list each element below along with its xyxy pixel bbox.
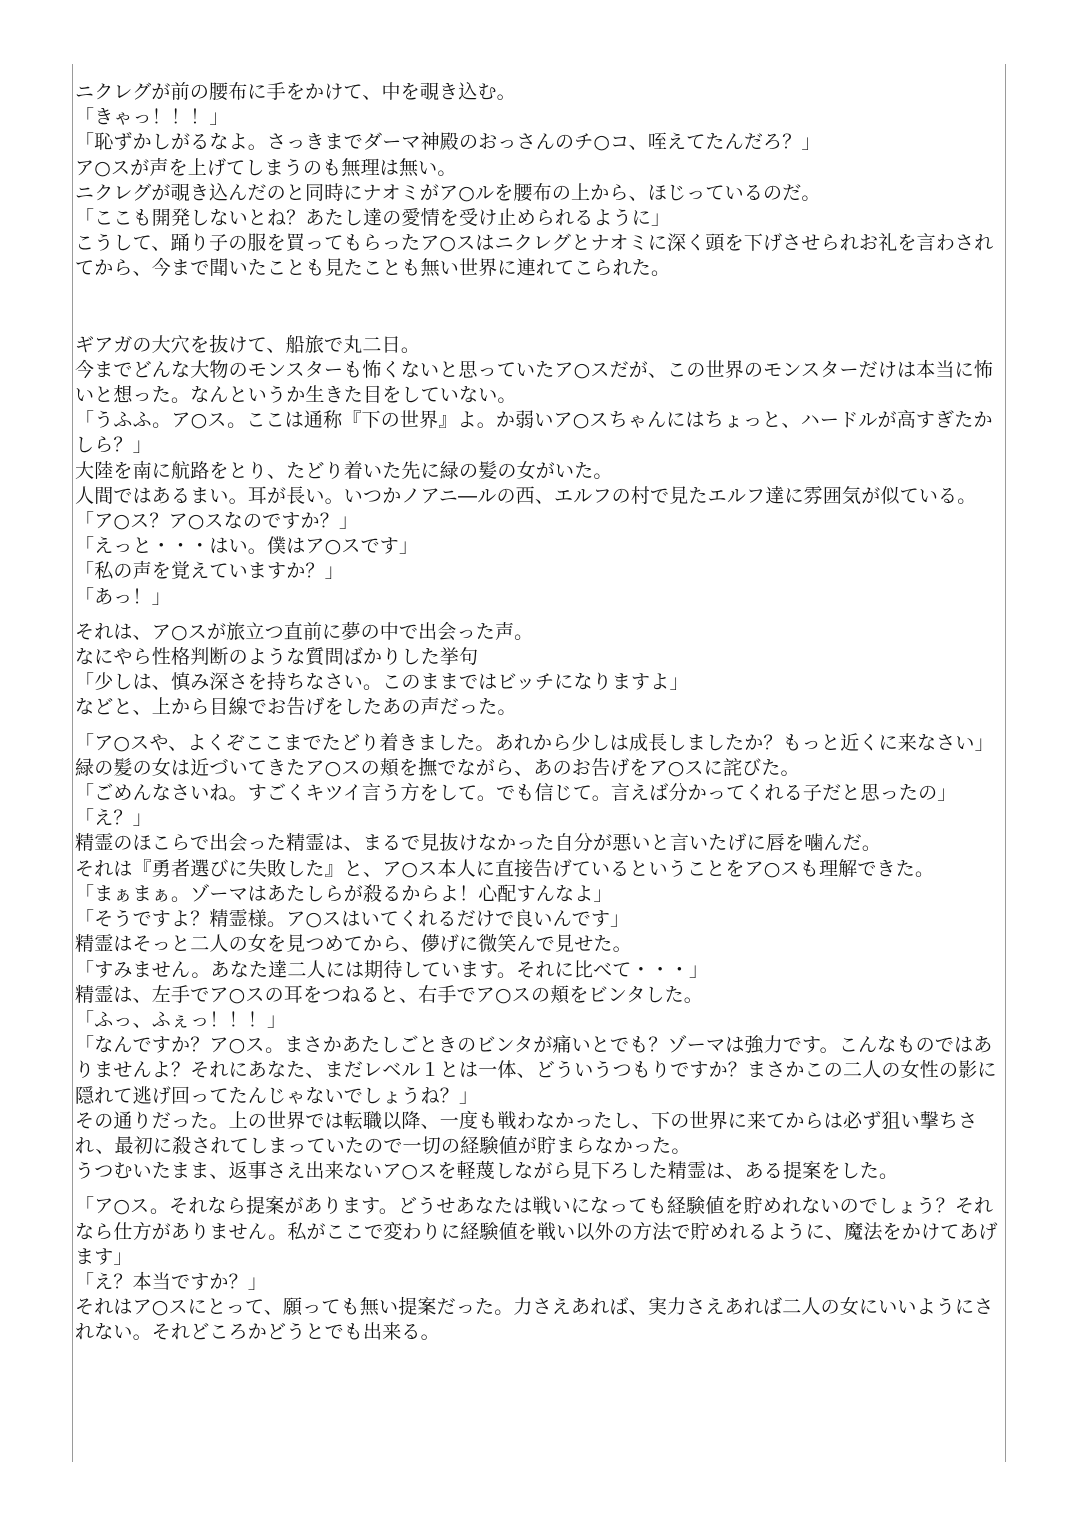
text-line: 大陸を南に航路をとり、たどり着いた先に緑の髪の女がいた。	[75, 459, 613, 482]
text-line: 「なんですか？ア○ス。まさかあたしごときのビンタが痛いとでも？ゾーマは強力です。こんなものではありませんよ？それにあなた、まだレベル１とは一体、どういうつもりですか？まさかこの二人の女性の影に隠れて逃げ回ってたんじゃないでしょうね？」	[75, 1034, 997, 1107]
text-line: ギアガの大穴を抜けて、船旅で丸二日。	[75, 333, 421, 356]
text-line: 「きゃっ！！！」	[75, 106, 229, 129]
paragraph-spacer	[75, 1184, 1007, 1194]
text-line: 人間ではあるまい。耳が長い。いつかノアニ―ルの西、エルフの村で見たエルフ達に雰囲気が似ている。	[75, 484, 977, 507]
text-line: なにやら性格判断のような質問ばかりした挙句	[75, 646, 479, 669]
paragraph-block	[75, 333, 1007, 610]
paragraph-block	[75, 80, 1007, 282]
text-line: その通りだった。上の世界では転職以降、一度も戦わなかったし、下の世界に来てからは必ず狙い撃ちされ、最初に殺されてしまっていたので一切の経験値が貯まらなかった。	[75, 1109, 978, 1157]
text-line: 「ア○ス？ア○スなのですか？」	[75, 510, 359, 533]
text-line: などと、上から目線でお告げをしたあの声だった。	[75, 696, 517, 719]
text-line: 「あっ！」	[75, 585, 171, 608]
text-line: 「すみません。あなた達二人には期待しています。それに比べて・・・」	[75, 958, 709, 981]
text-line: 「私の声を覚えていますか？」	[75, 560, 344, 583]
text-line: 「うふふ。ア○ス。ここは通称『下の世界』よ。か弱いア○スちゃんにはちょっと、ハードルが高すぎたかしら？」	[75, 409, 993, 457]
document-body	[75, 80, 1007, 1346]
text-line: 「少しは、慎み深さを持ちなさい。このままではビッチになりますよ」	[75, 671, 689, 694]
text-line: 「恥ずかしがるなよ。さっきまでダーマ神殿のおっさんのチ○コ、咥えてたんだろ？」	[75, 131, 821, 154]
text-line: ニクレグが覗き込んだのと同時にナオミがア○ルを腰布の上から、ほじっているのだ。	[75, 181, 821, 204]
text-line: ア○スが声を上げてしまうのも無理は無い。	[75, 156, 457, 179]
text-line: こうして、踊り子の服を買ってもらったア○スはニクレグとナオミに深く頭を下げさせられお礼を言わされてから、今まで聞いたことも見たことも無い世界に連れてこられた。	[75, 232, 994, 280]
text-line: 「そうですよ？精霊様。ア○スはいてくれるだけで良いんです」	[75, 908, 630, 931]
paragraph-block	[75, 1194, 1007, 1345]
text-line: 精霊はそっと二人の女を見つめてから、儚げに微笑んで見せた。	[75, 933, 632, 956]
text-line: 今までどんな大物のモンスターも怖くないと思っていたア○スだが、この世界のモンスターだけは本当に怖いと想った。なんというか生きた目をしていない。	[75, 358, 994, 407]
text-line: 精霊のほこらで出会った精霊は、まるで見抜けなかった自分が悪いと言いたげに唇を噛んだ。	[75, 832, 882, 855]
text-line: 緑の髪の女は近づいてきたア○スの頬を撫でながら、あのお告げをア○スに詫びた。	[75, 756, 800, 779]
text-line: 「ごめんなさいね。すごくキツイ言う方をして。でも信じて。言えば分かってくれる子だと思ったの」	[75, 782, 957, 805]
text-line: 「ここも開発しないとね？あたし達の愛情を受け止められるように」	[75, 207, 671, 230]
text-line: それは『勇者選びに失敗した』と、ア○ス本人に直接告げているということをア○スも理解できた。	[75, 857, 935, 880]
text-line: うつむいたまま、返事さえ出来ないア○スを軽蔑しながら見下ろした精霊は、ある提案をした。	[75, 1160, 899, 1183]
text-line: それはア○スにとって、願っても無い提案だった。力さえあれば、実力さえあれば二人の女にいいようにされない。それどころかどうとでも出来る。	[75, 1296, 994, 1344]
text-line: ニクレグが前の腰布に手をかけて、中を覗き込む。	[75, 81, 516, 103]
section-spacer	[75, 282, 1007, 333]
text-line: 「ア○ス。それなら提案があります。どうせあなたは戦いになっても経験値を貯めれないのでしょう？それなら仕方がありません。私がここで変わりに経験値を戦い以外の方法で貯めれるように、魔法をかけてあげます」	[75, 1195, 998, 1268]
text-line: 「ふっ、ふぇっ！！！」	[75, 1008, 287, 1031]
paragraph-block	[75, 731, 1007, 1185]
text-line: 「えっと・・・はい。僕はア○スです」	[75, 535, 419, 558]
text-line: 精霊は、左手でア○スの耳をつねると、右手でア○スの頬をビンタした。	[75, 983, 703, 1006]
text-line: 「え？」	[75, 807, 152, 830]
text-line: それは、ア○スが旅立つ直前に夢の中で出会った声。	[75, 620, 534, 643]
text-line: 「ア○スや、よくぞここまでたどり着きました。あれから少しは成長しましたか？もっと近くに来なさい」	[75, 731, 994, 754]
paragraph-spacer	[75, 721, 1007, 731]
paragraph-spacer	[75, 610, 1007, 620]
paragraph-block	[75, 620, 1007, 721]
text-line: 「え？本当ですか？」	[75, 1270, 268, 1293]
text-line: 「まぁまぁ。ゾーマはあたしらが殺るからよ！心配すんなよ」	[75, 882, 613, 905]
